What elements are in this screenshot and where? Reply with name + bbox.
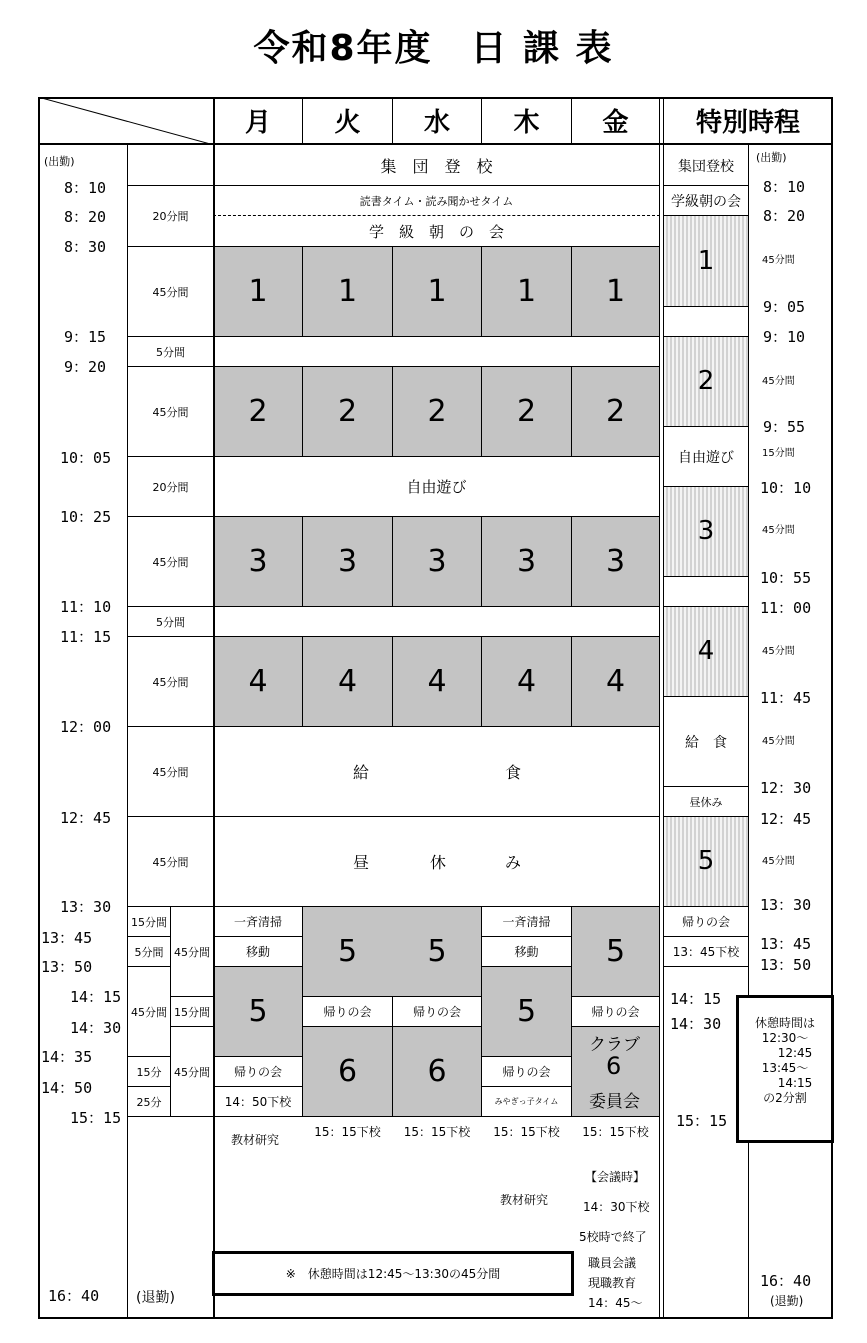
special-time: 13：30 bbox=[760, 896, 812, 914]
special-cell: 集団登校 bbox=[678, 158, 734, 175]
thu-dismiss: 15：15下校 bbox=[493, 1124, 560, 1139]
time-label: 9：20 bbox=[64, 358, 107, 376]
duration-label: 5分間 bbox=[156, 345, 185, 359]
special-time: 9：55 bbox=[763, 418, 806, 436]
day-header-tue: 火 bbox=[334, 108, 361, 138]
special-cell: 1 bbox=[697, 246, 715, 276]
special-cell: 帰りの会 bbox=[681, 915, 730, 929]
day-header-thu: 木 bbox=[513, 108, 540, 138]
tue-homeroom: 帰りの会 bbox=[323, 1005, 372, 1019]
fri-club: クラブ bbox=[589, 1035, 640, 1055]
special-duration: 45分間 bbox=[762, 376, 795, 387]
duration-label: 5分間 bbox=[156, 615, 185, 629]
thu-homeroom: 帰りの会 bbox=[502, 1065, 551, 1079]
duration-label: 45分間 bbox=[152, 675, 189, 689]
noon-break-label: み bbox=[505, 853, 522, 872]
thu-miyagi-time: みやぎっ子タイム bbox=[494, 1097, 559, 1106]
duration-label: 45分間 bbox=[174, 945, 210, 959]
special-cell: 13：45下校 bbox=[672, 945, 740, 959]
period-cell: 2 bbox=[337, 394, 358, 429]
duration-label: 45分間 bbox=[152, 555, 189, 569]
meeting-end: 5校時で終了 bbox=[579, 1230, 647, 1244]
time-label: 13：50 bbox=[41, 958, 93, 976]
special-header: 特別時程 bbox=[695, 108, 800, 138]
special-time: 13：50 bbox=[760, 956, 812, 974]
special-rest-line: 12:30～ bbox=[761, 1031, 809, 1045]
time-label: 14：15 bbox=[70, 988, 122, 1006]
period-cell: 4 bbox=[248, 664, 268, 699]
class-meeting-row: 学 級 朝 の 会 bbox=[368, 222, 504, 241]
special-rest-line: 休憩時間は bbox=[754, 1016, 815, 1030]
arrival-label: (出勤) bbox=[44, 155, 75, 168]
time-label: 14：35 bbox=[41, 1048, 93, 1066]
special-duration: 45分間 bbox=[762, 856, 795, 867]
duration-label: 15分間 bbox=[174, 1005, 210, 1019]
special-time: 14：30 bbox=[670, 1015, 722, 1033]
wed-period-6: 6 bbox=[427, 1054, 447, 1089]
period-cell: 1 bbox=[516, 274, 537, 309]
rest-note-text: ※ 休憩時間は12:45～13:30の45分間 bbox=[285, 1267, 501, 1281]
day-header-fri: 金 bbox=[602, 108, 629, 138]
time-label: 8：10 bbox=[64, 179, 107, 197]
fri-dismiss: 15：15下校 bbox=[582, 1124, 649, 1139]
period-cell: 1 bbox=[427, 274, 447, 309]
tue-dismiss: 15：15下校 bbox=[314, 1124, 381, 1139]
time-label: 14：30 bbox=[70, 1019, 122, 1037]
fri-committee: 委員会 bbox=[589, 1092, 640, 1112]
special-time: 12：45 bbox=[760, 810, 812, 828]
special-time: 9：05 bbox=[763, 298, 806, 316]
special-departure: (退勤) bbox=[770, 1294, 804, 1308]
special-time: 8：10 bbox=[763, 178, 806, 196]
mon-material-research: 教材研究 bbox=[231, 1133, 280, 1147]
mon-cleaning: 一斉清掃 bbox=[233, 915, 282, 929]
mon-homeroom: 帰りの会 bbox=[233, 1065, 282, 1079]
special-cell: 4 bbox=[697, 636, 715, 666]
time-label: 10：25 bbox=[60, 508, 112, 526]
time-label: 16：40 bbox=[48, 1287, 100, 1305]
mon-move: 移動 bbox=[245, 945, 270, 959]
training-time: 14：45～ bbox=[588, 1296, 643, 1310]
fri-homeroom: 帰りの会 bbox=[591, 1005, 640, 1019]
special-rest-line: の2分割 bbox=[763, 1091, 807, 1105]
special-cell: 給 食 bbox=[685, 734, 727, 751]
duration-label: 20分間 bbox=[152, 480, 189, 494]
special-time: 11：00 bbox=[760, 599, 812, 617]
reading-time-row: 読書タイム・読み聞かせタイム bbox=[359, 194, 514, 208]
special-time: 13：45 bbox=[760, 935, 812, 953]
wed-period-5: 5 bbox=[427, 934, 447, 969]
period-cell: 2 bbox=[605, 394, 626, 429]
rest-note-box bbox=[212, 1251, 574, 1296]
departure-label: (退勤) bbox=[136, 1290, 175, 1306]
period-cell: 4 bbox=[427, 664, 447, 699]
special-cell: 昼休み bbox=[689, 795, 723, 809]
thu-material-research: 教材研究 bbox=[500, 1193, 549, 1207]
thu-move: 移動 bbox=[514, 945, 539, 959]
lunch-label-a: 給 bbox=[353, 763, 370, 782]
time-label: 14：50 bbox=[41, 1079, 93, 1097]
noon-break-label: 休 bbox=[430, 853, 447, 872]
special-time: 11：45 bbox=[760, 689, 812, 707]
time-label: 11：10 bbox=[60, 598, 112, 616]
mon-dismiss: 14：50下校 bbox=[224, 1095, 292, 1109]
special-time: 16：40 bbox=[760, 1272, 812, 1290]
period-cell: 2 bbox=[248, 394, 268, 429]
staff-meeting: 職員会議 bbox=[588, 1256, 637, 1270]
duration-label: 5分間 bbox=[134, 945, 164, 959]
period-cell: 4 bbox=[605, 664, 626, 699]
training: 現職教育 bbox=[588, 1276, 637, 1290]
free-play-row: 自由遊び bbox=[406, 478, 467, 496]
special-time: 10：55 bbox=[760, 569, 812, 587]
special-cell: 自由遊び bbox=[678, 449, 734, 466]
period-cell: 2 bbox=[516, 394, 537, 429]
special-time: 14：15 bbox=[670, 990, 722, 1008]
period-cell: 3 bbox=[337, 544, 358, 579]
duration-label: 15分間 bbox=[131, 915, 167, 929]
duration-label: 15分 bbox=[136, 1065, 162, 1079]
duration-label: 45分間 bbox=[152, 285, 189, 299]
special-rest-line: 14:15 bbox=[777, 1076, 813, 1090]
lunch-label-b: 食 bbox=[505, 763, 522, 782]
period-cell: 3 bbox=[516, 544, 537, 579]
fri-period-6: 6 bbox=[606, 1052, 622, 1080]
day-header-mon: 月 bbox=[244, 108, 271, 138]
period-cell: 4 bbox=[516, 664, 537, 699]
time-label: 9：15 bbox=[64, 328, 107, 346]
wed-dismiss: 15：15下校 bbox=[403, 1124, 471, 1139]
tue-period-5: 5 bbox=[337, 934, 358, 969]
meeting-dismiss: 14：30下校 bbox=[583, 1200, 650, 1214]
thu-period-5: 5 bbox=[516, 994, 537, 1029]
special-time: 15：15 bbox=[676, 1112, 728, 1130]
noon-break-label: 昼 bbox=[353, 853, 370, 872]
wed-homeroom: 帰りの会 bbox=[412, 1005, 461, 1019]
time-label: 8：30 bbox=[64, 238, 107, 256]
period-cell: 3 bbox=[605, 544, 626, 579]
meeting-title: 【会議時】 bbox=[585, 1170, 646, 1184]
duration-label: 20分間 bbox=[152, 210, 189, 223]
special-cell: 学級朝の会 bbox=[671, 193, 741, 210]
tue-period-6: 6 bbox=[337, 1054, 358, 1089]
page-title: 令和8年度 日 課 表 bbox=[253, 28, 614, 69]
period-cell: 1 bbox=[248, 274, 268, 309]
mon-period-5: 5 bbox=[248, 994, 268, 1029]
period-cell: 3 bbox=[248, 544, 268, 579]
special-time: 12：30 bbox=[760, 779, 812, 797]
period-cell: 1 bbox=[337, 274, 358, 309]
time-label: 11：15 bbox=[60, 628, 112, 646]
duration-label: 25分 bbox=[136, 1095, 162, 1109]
group-arrival-row: 集 団 登 校 bbox=[380, 157, 493, 176]
time-label: 15：15 bbox=[70, 1109, 122, 1127]
special-duration: 45分間 bbox=[762, 736, 795, 747]
special-rest-line: 12:45 bbox=[777, 1046, 813, 1060]
time-label: 8：20 bbox=[64, 208, 107, 226]
special-duration: 45分間 bbox=[762, 525, 795, 536]
special-cell: 3 bbox=[697, 516, 715, 546]
special-arrival: (出勤) bbox=[756, 151, 787, 164]
duration-label: 45分間 bbox=[174, 1065, 210, 1079]
duration-label: 45分間 bbox=[152, 405, 189, 419]
header-diagonal bbox=[38, 97, 214, 145]
special-duration: 45分間 bbox=[762, 646, 795, 657]
fri-period-5: 5 bbox=[605, 934, 626, 969]
duration-label: 45分間 bbox=[131, 1005, 167, 1019]
special-time: 9：10 bbox=[763, 328, 806, 346]
period-cell: 4 bbox=[337, 664, 358, 699]
special-time: 10：10 bbox=[760, 479, 812, 497]
period-cell: 3 bbox=[427, 544, 447, 579]
day-header-wed: 水 bbox=[423, 108, 450, 138]
thu-cleaning: 一斉清掃 bbox=[502, 915, 551, 929]
special-cell: 2 bbox=[697, 366, 715, 396]
period-cell: 2 bbox=[427, 394, 447, 429]
special-duration: 45分間 bbox=[762, 255, 795, 266]
time-label: 10：05 bbox=[60, 449, 112, 467]
duration-label: 45分間 bbox=[152, 765, 189, 779]
time-label: 12：45 bbox=[60, 809, 112, 827]
time-label: 13：30 bbox=[60, 898, 112, 916]
special-rest-note bbox=[736, 995, 834, 1143]
special-duration: 15分間 bbox=[762, 448, 795, 459]
special-time: 8：20 bbox=[763, 207, 806, 225]
duration-label: 45分間 bbox=[152, 855, 189, 869]
special-cell: 5 bbox=[697, 846, 715, 876]
special-rest-line: 13:45～ bbox=[761, 1061, 809, 1075]
period-cell: 1 bbox=[605, 274, 626, 309]
time-label: 12：00 bbox=[60, 718, 112, 736]
time-label: 13：45 bbox=[41, 929, 93, 947]
